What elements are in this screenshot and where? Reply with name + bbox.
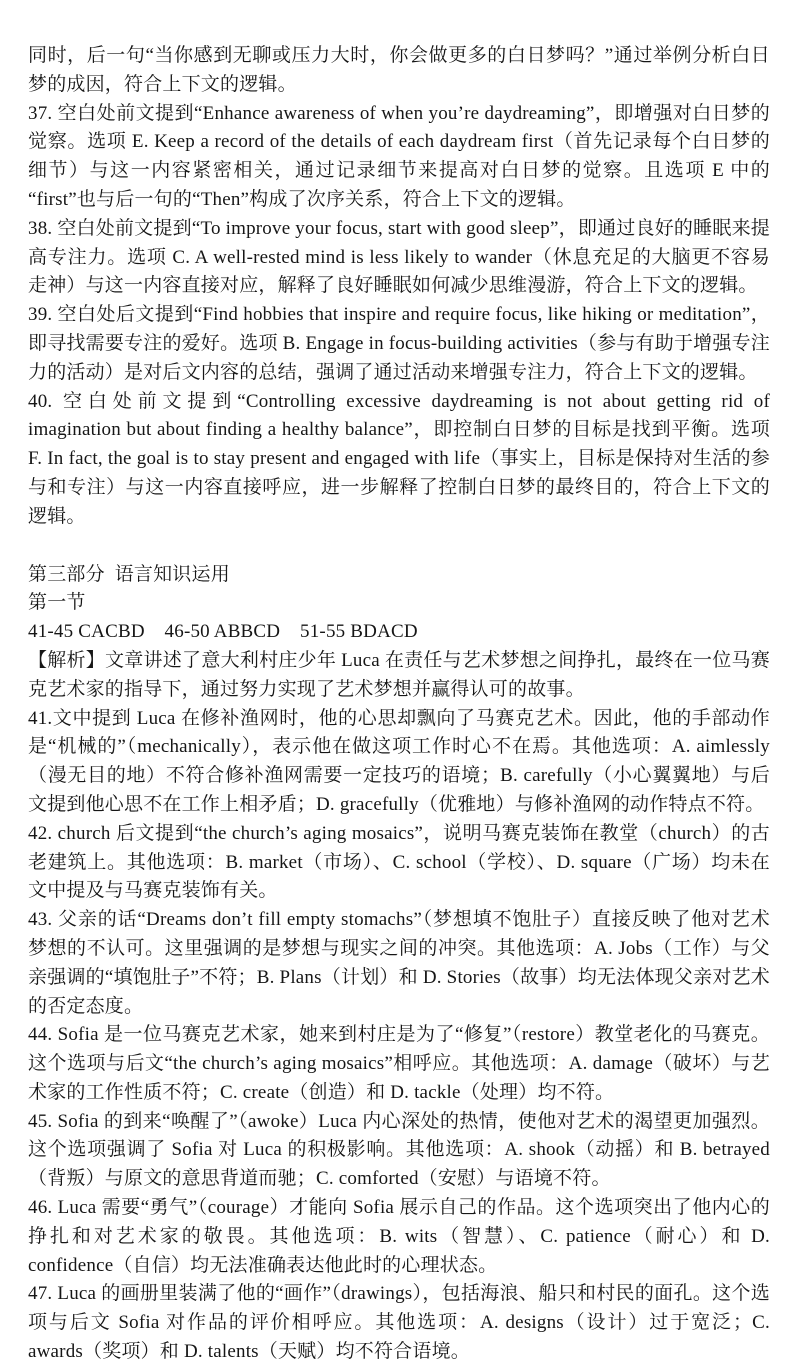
explanation-q36-continued: 同时，后一句“当你感到无聊或压力大时，你会做更多的白日梦吗？”通过举例分析白日梦的成因，符合上下文的逻辑。 — [28, 45, 770, 95]
explanation-q43: 43. 父亲的话“Dreams don’t fill empty stomachs”（梦想填不饱肚子）直接反映了他对艺术梦想的不认可。这里强调的是梦想与现实之间的冲突。其他选项：A. Jobs（工作）与父亲强调的“填饱肚子”不符；B. Plans（计划）和 D. Stories（故事）均无法体现父亲对艺术的否定态度。 — [28, 909, 770, 1017]
explanation-q47: 47. Luca 的画册里装满了他的“画作”（drawings），包括海浪、船只和村民的面孔。这个选项与后文 Sofia 对作品的评价相呼应。其他选项：A. designs（设计）过于宽泛；C. awards（奖项）和 D. talents（天赋）均不符合语境。 — [28, 1283, 775, 1363]
section-subheading: 第一节 — [28, 592, 86, 614]
explanation-q39: 39. 空白处后文提到“Find hobbies that inspire and require focus, like hiking or meditation”，即寻找需要专注的爱好。选项 B. Engage in focus-building activities（参与有助于增强专注力的活动）是对后文内容的总结，强调了通过活动来增强专注力，符合上下文的逻辑。 — [28, 304, 770, 383]
section-heading-part3: 第三部分 语言知识运用 — [28, 563, 230, 585]
explanation-q40: 40. 空白处前文提到“Controlling excessive daydreaming is not about getting rid of imagination but about finding a healthy balance”，即控制白日梦的目标是找到平衡。选项 F. In fact, the goal is to stay present and engaged with life（事实上，目标是保持对生活的参与和专注）与这一内容直接呼应，进一步解释了控制白日梦的最终目的，符合上下文的逻辑。 — [28, 390, 775, 527]
explanation-q45: 45. Sofia 的到来“唤醒了”（awoke）Luca 内心深处的热情，使他对艺术的渴望更加强烈。这个选项强调了 Sofia 对 Luca 的积极影响。其他选项：A. shook（动摇）和 B. betrayed（背叛）与原文的意思背道而驰；C. comforted（安慰）与语境不符。 — [28, 1110, 770, 1190]
document-body — [28, 42, 775, 1367]
explanation-q42: 42. church 后文提到“the church’s aging mosaics”，说明马赛克装饰在教堂（church）的古老建筑上。其他选项：B. market（市场）、C. school（学校）、D. square（广场）均未在文中提及与马赛克装饰有关。 — [28, 822, 770, 902]
explanation-q38: 38. 空白处前文提到“To improve your focus, start with good sleep”，即通过良好的睡眠来提高专注力。选项 C. A well-rested mind is less likely to wander（休息充足的大脑更不容易走神）与这一内容直接对应，解释了良好睡眠如何减少思维漫游，符合上下文的逻辑。 — [28, 217, 770, 297]
explanation-q41: 41.文中提到 Luca 在修补渔网时，他的心思却飘向了马赛克艺术。因此，他的手部动作是“机械的”（mechanically），表示他在做这项工作时心不在焉。其他选项：A. aimlessly（漫无目的地）不符合修补渔网需要一定技巧的语境；B. carefully（小心翼翼地）与后文提到他心思不在工作上相矛盾；D. gracefully（优雅地）与修补渔网的动作特点不符。 — [28, 707, 770, 815]
analysis-summary: 【解析】文章讲述了意大利村庄少年 Luca 在责任与艺术梦想之间挣扎，最终在一位马赛克艺术家的指导下，通过努力实现了艺术梦想并赢得认可的故事。 — [28, 649, 770, 700]
explanation-q44: 44. Sofia 是一位马赛克艺术家，她来到村庄是为了“修复”（restore）教堂老化的马赛克。这个选项与后文“the church’s aging mosaics”相呼应。其他选项：A. damage（破坏）与艺术家的工作性质不符；C. create（创造）和 D. tackle（处理）均不符。 — [28, 1024, 770, 1103]
explanation-q46: 46. Luca 需要“勇气”（courage）才能向 Sofia 展示自己的作品。这个选项突出了他内心的挣扎和对艺术家的敬畏。其他选项：B. wits（智慧）、C. patience（耐心）和 D. confidence（自信）均无法准确表达他此时的心理状态。 — [28, 1197, 775, 1276]
explanation-q37: 37. 空白处前文提到“Enhance awareness of when you’re daydreaming”，即增强对白日梦的觉察。选项 E. Keep a record of the details of each daydream first（首先记录每个白日梦的细节）与这一内容紧密相关，通过记录细节来提高对白日梦的觉察。且选项 E 中的“first”也与后一句的“Then”构成了次序关系，符合上下文的逻辑。 — [28, 102, 770, 210]
answer-key-line: 41-45 CACBD 46-50 ABBCD 51-55 BDACD — [28, 621, 418, 643]
